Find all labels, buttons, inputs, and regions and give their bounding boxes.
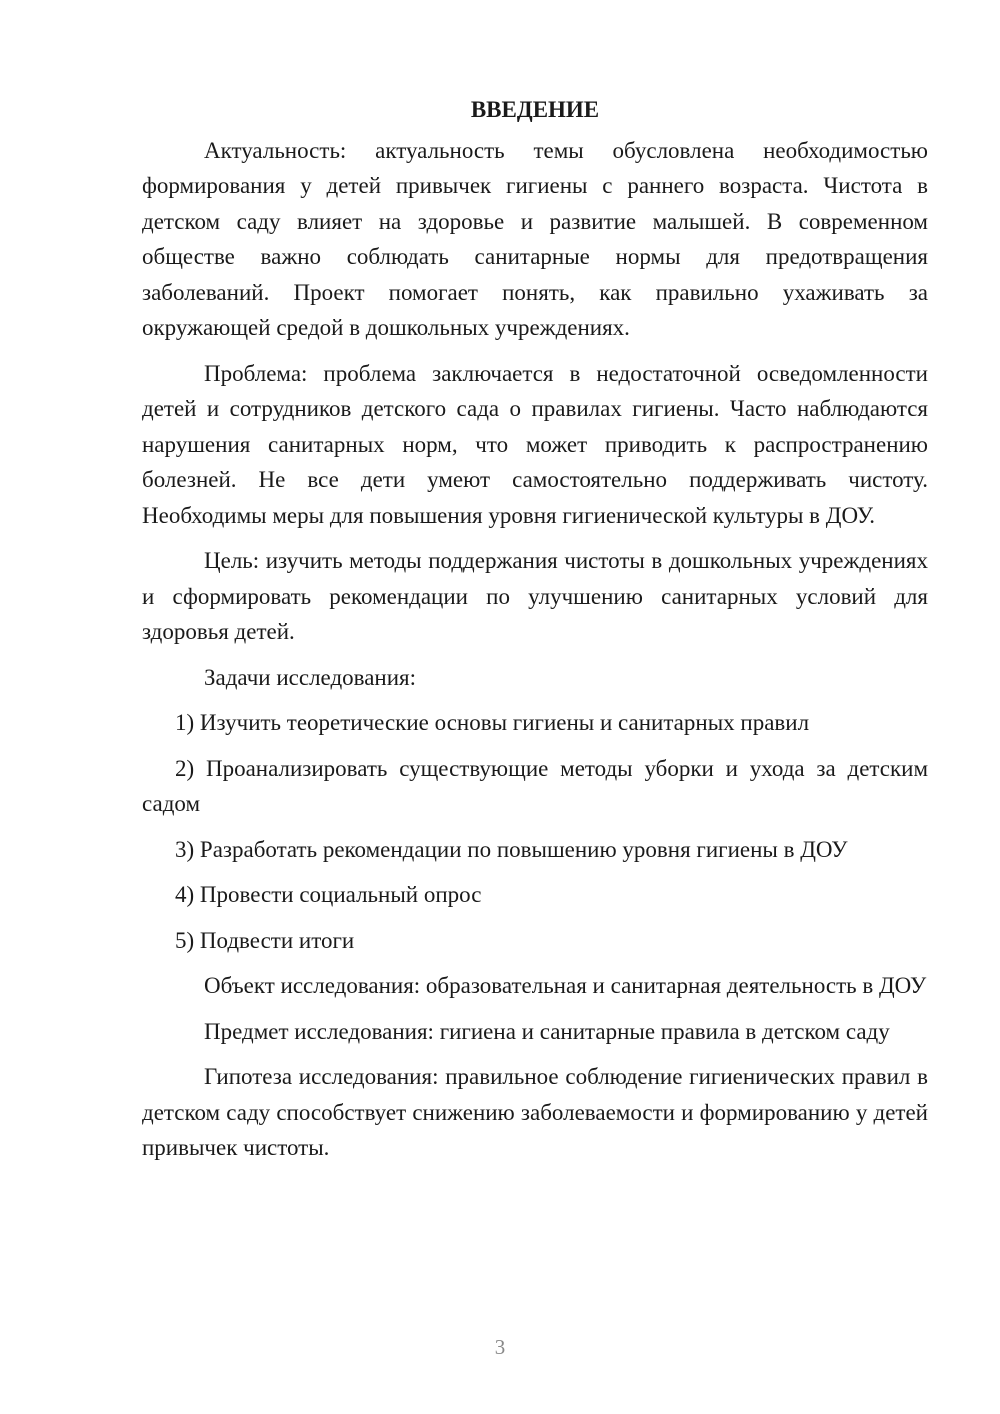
document-page <box>142 92 928 1166</box>
page-number: 3 <box>494 1335 506 1359</box>
paragraph-subject: Предмет исследования: гигиена и санитарные правила в детском саду <box>204 1018 890 1044</box>
paragraph-hypothesis: Гипотеза исследования: правильное соблюдение гигиенических правил в детском саду способствует снижению заболеваемости и формированию у детей привычек чистоты. <box>142 1064 928 1160</box>
task-item: 3) Разработать рекомендации по повышению уровня гигиены в ДОУ <box>175 836 848 862</box>
tasks-heading: Задачи исследования: <box>204 664 417 690</box>
paragraph-problem: Проблема: проблема заключается в недостаточной осведомленности детей и сотрудников детского сада о правилах гигиены. Часто наблюдаются нарушения санитарных норм, что может приводить к распространению болезней. Не все дети умеют самостоятельно поддерживать чистоту. Необходимы меры для повышения уровня гигиенической культуры в ДОУ. <box>142 360 928 528</box>
section-title: ВВЕДЕНИЕ <box>470 97 600 122</box>
task-item: 2) Проанализировать существующие методы уборки и ухода за детским садом <box>142 755 928 816</box>
paragraph-goal: Цель: изучить методы поддержания чистоты в дошкольных учреждениях и сформировать рекомендации по улучшению санитарных условий для здоровья детей. <box>142 548 928 644</box>
task-item: 5) Подвести итоги <box>175 927 355 953</box>
paragraph-object: Объект исследования: образовательная и санитарная деятельность в ДОУ <box>204 973 927 998</box>
task-item: 4) Провести социальный опрос <box>175 882 482 907</box>
paragraph-relevance: Актуальность: актуальность темы обусловлена необходимостью формирования у детей привычек гигиены с раннего возраста. Чистота в детском саду влияет на здоровье и развитие малышей. В современном обществе важно соблюдать санитарные нормы для предотвращения заболеваний. Проект помогает понять, как правильно ухаживать за окружающей средой в дошкольных учреждениях. <box>142 137 928 340</box>
task-item: 1) Изучить теоретические основы гигиены и санитарных правил <box>175 710 810 735</box>
